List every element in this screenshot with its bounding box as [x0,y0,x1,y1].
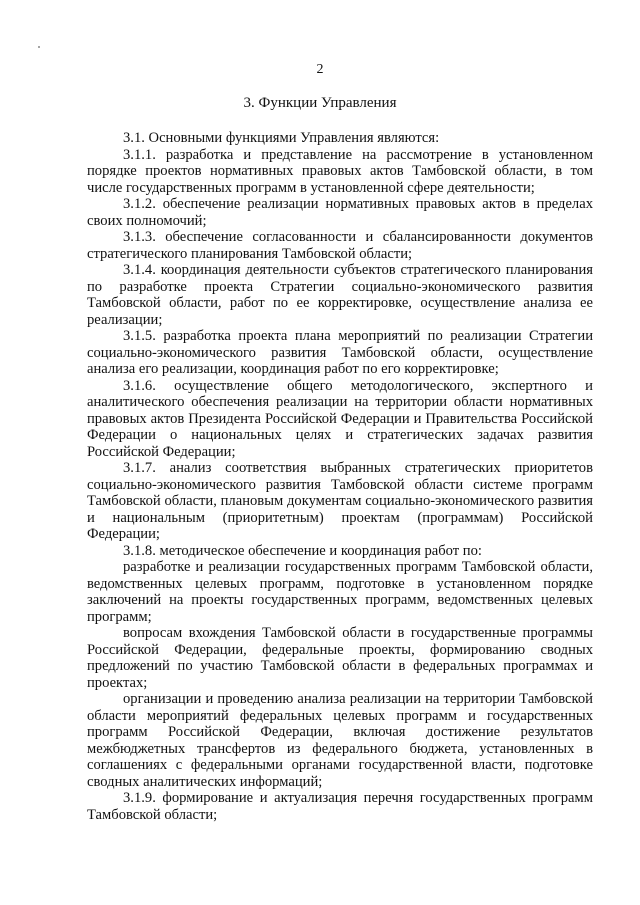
paragraph: 3.1.8. методическое обеспечение и координация работ по: [123,542,482,559]
paragraph: 3.1. Основными функциями Управления являются: [123,130,440,146]
paragraph: вопросам вхождения Тамбовской области в государственные программы Российской Федерации, федеральные проекты, формированию сводных предложений по участию Тамбовской области в федеральных программах и проектах; [87,625,593,691]
document-body [87,130,593,823]
paragraph: 3.1.7. анализ соответствия выбранных стратегических приоритетов социально-экономического развития Тамбовской области системе программ Тамбовской области, плановым документам социально-экономического развития и национальным (приоритетным) проектам (программам) Российской Федерации; [87,460,593,542]
scan-speck [38,46,40,48]
page-number: 2 [316,62,324,77]
paragraph: 3.1.6. осуществление общего методологического, экспертного и аналитического обеспечения реализации на территории области нормативных правовых актов Президента Российской Федерации и Правительства Российской Федерации о национальных целях и стратегических задачах развития Российской Федерации; [87,377,593,460]
paragraph: 3.1.9. формирование и актуализация перечня государственных программ Тамбовской области; [87,790,593,823]
paragraph: 3.1.5. разработка проекта плана мероприятий по реализации Стратегии социально-экономического развития Тамбовской области, осуществление анализа его реализации, координация работ по его корректировке; [87,328,593,377]
paragraph: 3.1.3. обеспечение согласованности и сбалансированности документов стратегического планирования Тамбовской области; [87,229,593,262]
paragraph: 3.1.4. координация деятельности субъектов стратегического планирования по разработке проекта Стратегии социально-экономического развития Тамбовской области, работ по ее корректировке, осуществление анализа ее реализации; [87,262,593,328]
paragraph: организации и проведению анализа реализации на территории Тамбовской области мероприятий федеральных целевых программ и государственных программ Российской Федерации, включая достижение результатов межбюджетных трансфертов из федерального бюджета, установленных в соглашениях с федеральными органами государственной власти, подготовке сводных аналитических информаций; [87,691,593,790]
paragraph: разработке и реализации государственных программ Тамбовской области, ведомственных целевых программ, подготовке в установленном порядке заключений на проекты государственных программ, ведомственных целевых программ; [87,559,593,625]
section-title: 3. Функции Управления [243,95,397,111]
paragraph: 3.1.1. разработка и представление на рассмотрение в установленном порядке проектов нормативных правовых актов Тамбовской области, в том числе государственных программ в установленной сфере деятельности; [87,146,593,196]
paragraph: 3.1.2. обеспечение реализации нормативных правовых актов в пределах своих полномочий; [87,196,593,229]
